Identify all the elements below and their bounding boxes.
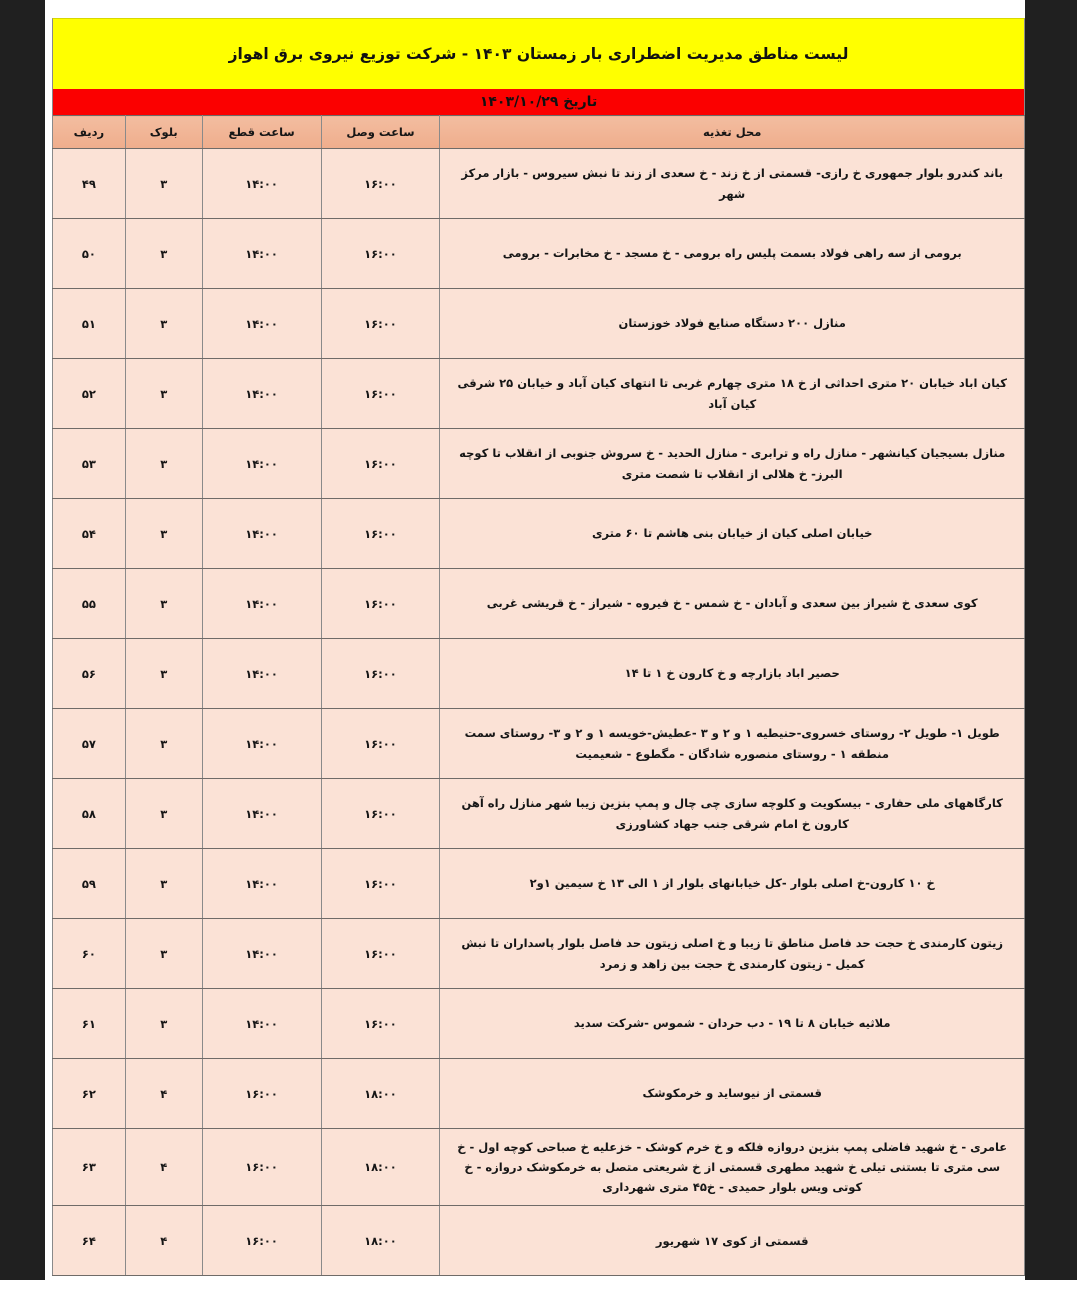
table-header-row	[53, 116, 1025, 149]
cell-connect-time: ۱۸:۰۰	[321, 1129, 440, 1206]
cell-disconnect-time: ۱۴:۰۰	[202, 499, 321, 569]
cell-location: طویل ۱- طویل ۲- روستای خسروی-حنیطیه ۱ و ۲ و ۳ -عطیش-خویسه ۱ و ۲ و ۳- روستای سمت منطقه ۱ - روستای منصوره شادگان - مگطوع - شعیمیت	[440, 709, 1025, 779]
table-row	[53, 709, 1025, 779]
table-row	[53, 919, 1025, 989]
cell-block: ۳	[125, 289, 202, 359]
cell-disconnect-time: ۱۶:۰۰	[202, 1059, 321, 1129]
column-header-location: محل تغذیه	[440, 116, 1025, 149]
table-row	[53, 289, 1025, 359]
document-title-banner	[52, 18, 1025, 89]
cell-block: ۳	[125, 499, 202, 569]
cell-row-index: ۵۴	[53, 499, 126, 569]
page-title: لیست مناطق مدیریت اضطراری بار زمستان ۱۴۰۳ - شرکت توزیع نیروی برق اهواز	[228, 44, 849, 63]
table-row	[53, 219, 1025, 289]
cell-location: خ ۱۰ کارون-خ اصلی بلوار -کل خیابانهای بلوار از ۱ الی ۱۳ خ سیمین ۱و۲	[440, 849, 1025, 919]
sheet-bottom-padding	[52, 1276, 1025, 1290]
cell-connect-time: ۱۶:۰۰	[321, 499, 440, 569]
date-label: تاریخ ۱۴۰۳/۱۰/۲۹	[479, 94, 598, 110]
cell-location: برومی از سه راهی فولاد بسمت پلیس راه برومی - خ مسجد - خ مخابرات - برومی	[440, 219, 1025, 289]
cell-disconnect-time: ۱۴:۰۰	[202, 219, 321, 289]
cell-block: ۴	[125, 1206, 202, 1276]
cell-row-index: ۵۰	[53, 219, 126, 289]
cell-row-index: ۶۴	[53, 1206, 126, 1276]
table-body	[53, 149, 1025, 1276]
cell-location: قسمتی از نیوساید و خرمکوشک	[440, 1059, 1025, 1129]
cell-disconnect-time: ۱۶:۰۰	[202, 1129, 321, 1206]
document-date-banner	[52, 89, 1025, 115]
page-margin-left	[0, 0, 45, 1280]
cell-disconnect-time: ۱۴:۰۰	[202, 779, 321, 849]
cell-connect-time: ۱۸:۰۰	[321, 1059, 440, 1129]
cell-location: باند کندرو بلوار جمهوری خ رازی- قسمتی از خ زند - خ سعدی از زند تا نبش سیروس - بازار مرکز شهر	[440, 149, 1025, 219]
cell-row-index: ۵۹	[53, 849, 126, 919]
cell-location: کوی سعدی خ شیراز بین سعدی و آبادان - خ شمس - خ فیروه - شیراز - خ قریشی غربی	[440, 569, 1025, 639]
table-row	[53, 1206, 1025, 1276]
cell-disconnect-time: ۱۴:۰۰	[202, 569, 321, 639]
cell-block: ۳	[125, 569, 202, 639]
cell-row-index: ۶۱	[53, 989, 126, 1059]
cell-row-index: ۵۵	[53, 569, 126, 639]
cell-block: ۳	[125, 709, 202, 779]
table-row	[53, 569, 1025, 639]
cell-connect-time: ۱۶:۰۰	[321, 709, 440, 779]
cell-block: ۴	[125, 1129, 202, 1206]
cell-location: کارگاههای ملی حفاری - بیسکویت و کلوچه سازی چی چال و پمپ بنزین زیبا شهر منازل راه آهن کارون خ امام شرقی جنب جهاد کشاورزی	[440, 779, 1025, 849]
table-row	[53, 849, 1025, 919]
table-row	[53, 1129, 1025, 1206]
cell-row-index: ۵۶	[53, 639, 126, 709]
table-header	[53, 116, 1025, 149]
cell-row-index: ۵۷	[53, 709, 126, 779]
cell-location: زیتون کارمندی خ حجت حد فاصل مناطق تا زیبا و خ اصلی زیتون حد فاصل بلوار پاسداران تا نبش کمیل - زیتون کارمندی خ حجت بین زاهد و زمرد	[440, 919, 1025, 989]
column-header-block: بلوک	[125, 116, 202, 149]
cell-disconnect-time: ۱۴:۰۰	[202, 919, 321, 989]
cell-connect-time: ۱۶:۰۰	[321, 919, 440, 989]
cell-disconnect-time: ۱۴:۰۰	[202, 709, 321, 779]
cell-row-index: ۴۹	[53, 149, 126, 219]
cell-block: ۳	[125, 849, 202, 919]
table-row	[53, 499, 1025, 569]
cell-block: ۳	[125, 429, 202, 499]
cell-block: ۳	[125, 639, 202, 709]
outage-schedule-table	[52, 115, 1025, 1276]
column-header-connect-time: ساعت وصل	[321, 116, 440, 149]
cell-row-index: ۵۲	[53, 359, 126, 429]
table-row	[53, 429, 1025, 499]
page-margin-right	[1025, 0, 1077, 1280]
table-row	[53, 639, 1025, 709]
cell-location: ملاثیه خیابان ۸ تا ۱۹ - دب حردان - شموس -شرکت سدید	[440, 989, 1025, 1059]
column-header-disconnect-time: ساعت قطع	[202, 116, 321, 149]
column-header-row-index: ردیف	[53, 116, 126, 149]
table-row	[53, 779, 1025, 849]
cell-connect-time: ۱۶:۰۰	[321, 429, 440, 499]
cell-disconnect-time: ۱۴:۰۰	[202, 639, 321, 709]
cell-block: ۳	[125, 919, 202, 989]
cell-disconnect-time: ۱۴:۰۰	[202, 849, 321, 919]
cell-connect-time: ۱۶:۰۰	[321, 779, 440, 849]
cell-location: قسمتی از کوی ۱۷ شهریور	[440, 1206, 1025, 1276]
cell-connect-time: ۱۶:۰۰	[321, 149, 440, 219]
cell-disconnect-time: ۱۴:۰۰	[202, 149, 321, 219]
cell-location: حصیر اباد بازارچه و خ کارون خ ۱ تا ۱۴	[440, 639, 1025, 709]
cell-disconnect-time: ۱۴:۰۰	[202, 989, 321, 1059]
table-row	[53, 359, 1025, 429]
cell-row-index: ۵۱	[53, 289, 126, 359]
cell-row-index: ۵۸	[53, 779, 126, 849]
cell-block: ۳	[125, 219, 202, 289]
cell-connect-time: ۱۶:۰۰	[321, 989, 440, 1059]
cell-block: ۳	[125, 779, 202, 849]
cell-row-index: ۵۳	[53, 429, 126, 499]
cell-location: کیان اباد خیابان ۲۰ متری احداثی از خ ۱۸ متری چهارم غربی تا انتهای کیان آباد و خیابان ۲۵ شرقی کیان آباد	[440, 359, 1025, 429]
cell-connect-time: ۱۶:۰۰	[321, 639, 440, 709]
cell-disconnect-time: ۱۴:۰۰	[202, 359, 321, 429]
cell-location: عامری - خ شهید فاضلی پمپ بنزین دروازه فلکه و خ خرم کوشک - خزعلیه خ صباحی کوچه اول - خ سی متری تا بستنی تیلی خ شهید مطهری قسمتی از خ شریعتی متصل به خرمکوشک دروازه - خ کوتی ویس بلوار حمیدی - خ۴۵ متری شهرداری	[440, 1129, 1025, 1206]
cell-disconnect-time: ۱۴:۰۰	[202, 289, 321, 359]
table-row	[53, 989, 1025, 1059]
cell-location: منازل ۲۰۰ دستگاه صنایع فولاد خوزستان	[440, 289, 1025, 359]
cell-connect-time: ۱۶:۰۰	[321, 359, 440, 429]
cell-connect-time: ۱۶:۰۰	[321, 219, 440, 289]
cell-connect-time: ۱۶:۰۰	[321, 849, 440, 919]
cell-block: ۳	[125, 359, 202, 429]
table-row	[53, 149, 1025, 219]
cell-connect-time: ۱۶:۰۰	[321, 569, 440, 639]
document-sheet	[52, 0, 1025, 1280]
cell-location: خیابان اصلی کیان از خیابان بنی هاشم تا ۶۰ متری	[440, 499, 1025, 569]
cell-disconnect-time: ۱۶:۰۰	[202, 1206, 321, 1276]
table-row	[53, 1059, 1025, 1129]
cell-connect-time: ۱۸:۰۰	[321, 1206, 440, 1276]
cell-connect-time: ۱۶:۰۰	[321, 289, 440, 359]
cell-row-index: ۶۲	[53, 1059, 126, 1129]
cell-block: ۴	[125, 1059, 202, 1129]
cell-row-index: ۶۰	[53, 919, 126, 989]
cell-location: منازل بسیجیان کیانشهر - منازل راه و ترابری - منازل الحدید - خ سروش جنوبی از انقلاب تا کوچه البرز- خ هلالی از انقلاب تا شصت متری	[440, 429, 1025, 499]
cell-block: ۳	[125, 989, 202, 1059]
cell-disconnect-time: ۱۴:۰۰	[202, 429, 321, 499]
cell-row-index: ۶۳	[53, 1129, 126, 1206]
cell-block: ۳	[125, 149, 202, 219]
